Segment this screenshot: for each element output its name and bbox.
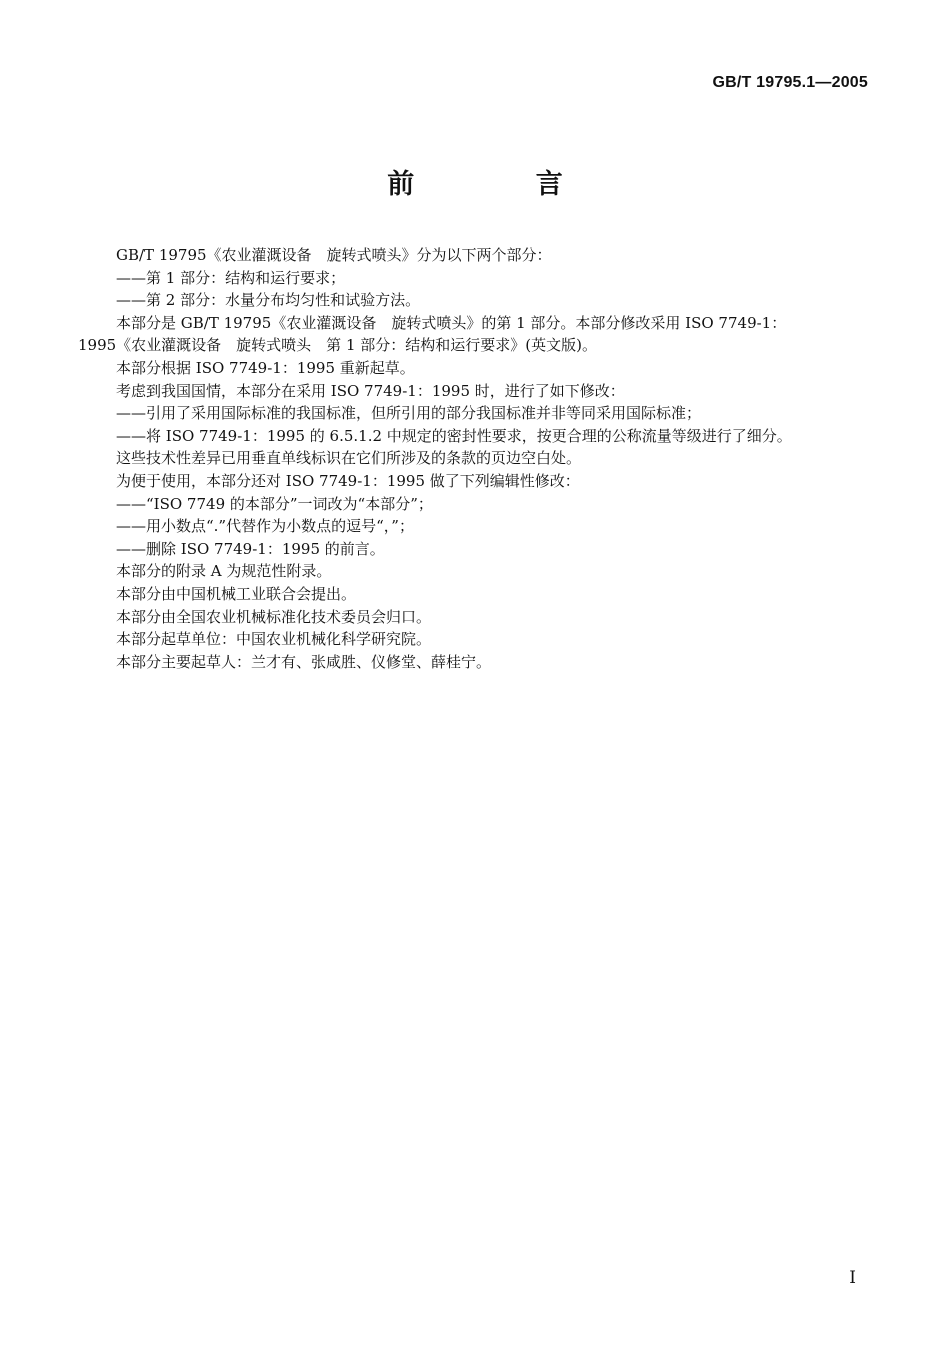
page-title: 前 言 <box>387 169 619 200</box>
paragraph: 这些技术性差异已用垂直单线标识在它们所涉及的条款的页边空白处。 <box>116 449 582 468</box>
paragraph: 考虑到我国国情，本部分在采用 ISO 7749-1：1995 时，进行了如下修改： <box>116 381 625 400</box>
list-item: ——删除 ISO 7749-1：1995 的前言。 <box>116 539 385 558</box>
paragraph-continuation: 1995《农业灌溉设备 旋转式喷头 第 1 部分：结构和运行要求》(英文版)。 <box>78 336 597 355</box>
list-item: ——第 1 部分：结构和运行要求； <box>116 268 346 287</box>
paragraph: 本部分主要起草人：兰才有、张咸胜、仪修堂、薛桂宁。 <box>116 652 492 671</box>
list-item: ——用小数点“.”代替作为小数点的逗号“，”； <box>116 517 414 536</box>
foreword-body <box>0 244 950 673</box>
paragraph: 本部分的附录 A 为规范性附录。 <box>116 562 332 581</box>
list-item: ——将 ISO 7749-1：1995 的 6.5.1.2 中规定的密封性要求，按更合理的公称流量等级进行了细分。 <box>116 426 792 445</box>
paragraph: GB/T 19795《农业灌溉设备 旋转式喷头》分为以下两个部分： <box>116 246 552 264</box>
paragraph: 本部分由中国机械工业联合会提出。 <box>116 584 357 603</box>
standard-number: GB/T 19795.1—2005 <box>712 74 868 91</box>
list-item: ——第 2 部分：水量分布均匀性和试验方法。 <box>116 291 421 310</box>
page-number: I <box>849 1268 856 1288</box>
list-item: ——引用了采用国际标准的我国标准，但所引用的部分我国标准并非等同采用国际标准； <box>116 404 702 423</box>
paragraph: 为便于使用，本部分还对 ISO 7749-1：1995 做了下列编辑性修改： <box>116 471 580 490</box>
paragraph: 本部分起草单位：中国农业机械化科学研究院。 <box>116 630 432 649</box>
paragraph: 本部分根据 ISO 7749-1：1995 重新起草。 <box>116 358 415 377</box>
list-item: ——“ISO 7749 的本部分”一词改为“本部分”； <box>116 494 433 513</box>
paragraph: 本部分是 GB/T 19795《农业灌溉设备 旋转式喷头》的第 1 部分。本部分修改采用 ISO 7749-1： <box>116 313 787 332</box>
paragraph: 本部分由全国农业机械标准化技术委员会归口。 <box>116 607 432 626</box>
